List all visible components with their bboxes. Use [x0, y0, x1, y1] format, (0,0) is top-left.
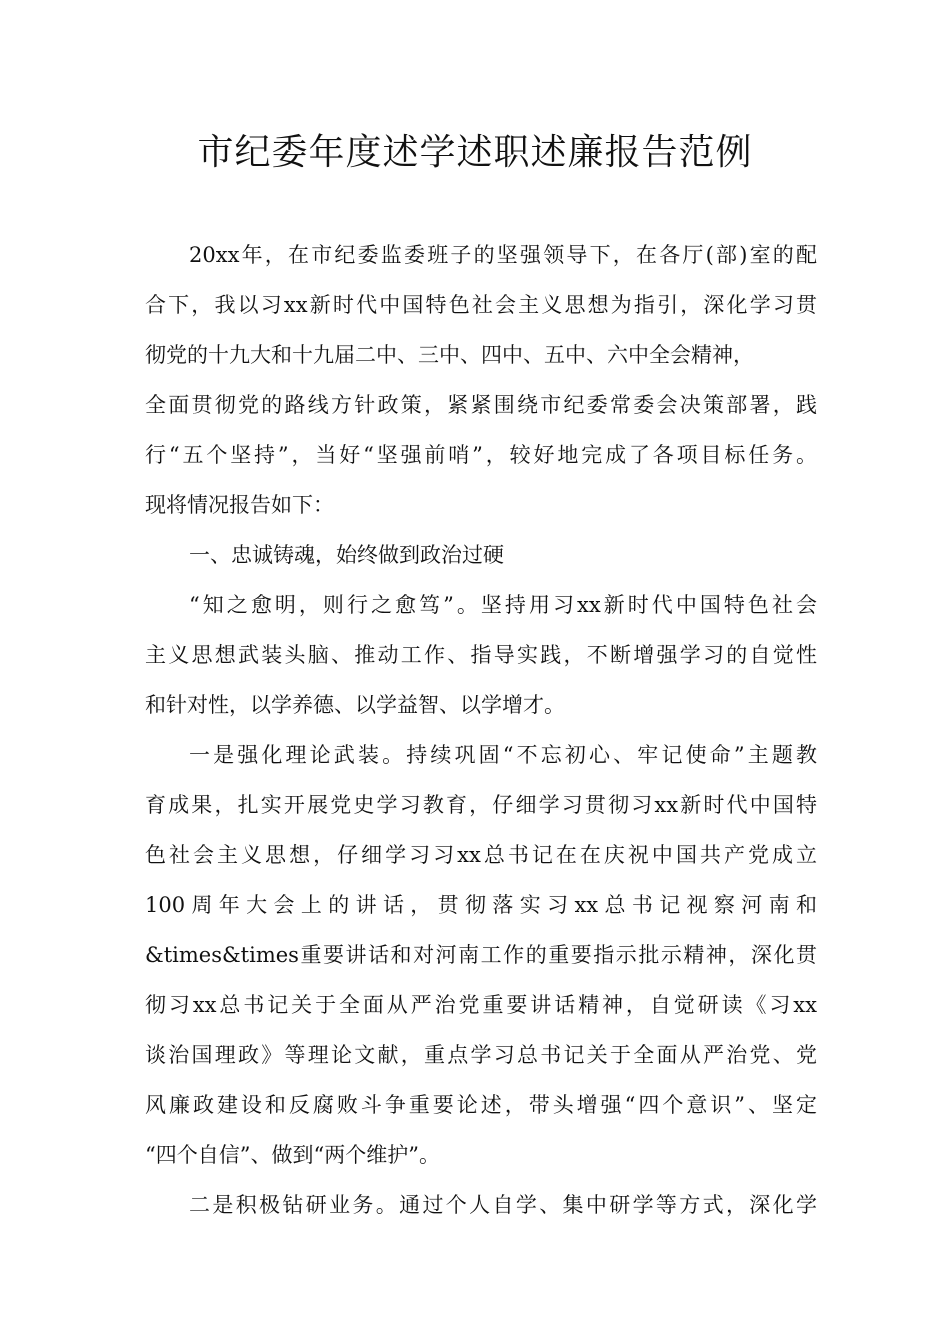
body-line: 彻习xx总书记关于全面从严治党重要讲话精神，自觉研读《习xx — [145, 993, 817, 1017]
body-line: 20xx年，在市纪委监委班子的坚强领导下，在各厅(部)室的配 — [189, 243, 817, 267]
body-line: 风廉政建设和反腐败斗争重要论述，带头增强“四个意识”、坚定 — [145, 1093, 817, 1117]
body-line: 100周年大会上的讲话，贯彻落实习xx总书记视察河南和 — [145, 893, 817, 917]
body-line: 和针对性，以学养德、以学益智、以学增才。 — [145, 693, 565, 717]
body-line: 彻党的十九大和十九届二中、三中、四中、五中、六中全会精神， — [145, 343, 754, 367]
body-line: 合下，我以习xx新时代中国特色社会主义思想为指引，深化学习贯 — [145, 293, 817, 317]
section-heading: 一、忠诚铸魂，始终做到政治过硬 — [189, 543, 504, 567]
body-line: 行“五个坚持”，当好“坚强前哨”，较好地完成了各项目标任务。 — [145, 443, 817, 467]
document-title: 市纪委年度述学述职述廉报告范例 — [197, 132, 753, 173]
body-line: 主义思想武装头脑、推动工作、指导实践，不断增强学习的自觉性 — [145, 643, 817, 667]
document-body — [145, 230, 817, 1230]
body-line: 谈治国理政》等理论文献，重点学习总书记关于全面从严治党、党 — [145, 1043, 817, 1067]
body-line: 全面贯彻党的路线方针政策，紧紧围绕市纪委常委会决策部署，践 — [145, 393, 817, 417]
body-line: 育成果，扎实开展党史学习教育，仔细学习贯彻习xx新时代中国特 — [145, 793, 817, 817]
body-line: 色社会主义思想，仔细学习习xx总书记在在庆祝中国共产党成立 — [145, 843, 817, 867]
body-line: &times&times重要讲话和对河南工作的重要指示批示精神，深化贯 — [145, 943, 817, 967]
body-line: 现将情况报告如下： — [145, 493, 334, 517]
body-line: “四个自信”、做到“两个维护”。 — [145, 1143, 440, 1167]
body-line: “知之愈明，则行之愈笃”。坚持用习xx新时代中国特色社会 — [189, 593, 817, 617]
body-line: 一是强化理论武装。持续巩固“不忘初心、牢记使命”主题教 — [189, 743, 817, 767]
body-line: 二是积极钻研业务。通过个人自学、集中研学等方式，深化学 — [189, 1193, 817, 1217]
